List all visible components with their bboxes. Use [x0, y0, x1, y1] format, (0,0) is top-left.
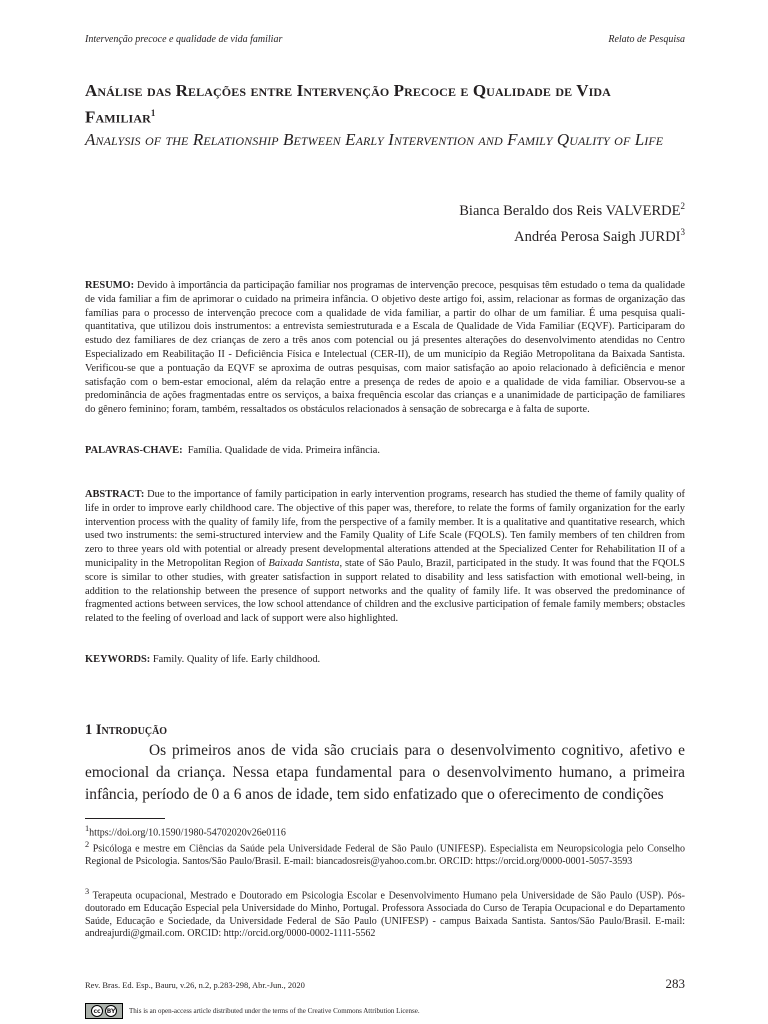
- keywords-text: Family. Quality of life. Early childhood.: [152, 654, 321, 665]
- cc-by-badge-icon[interactable]: [85, 1003, 123, 1019]
- abstract-text-continued: , state of São Paulo, Brazil, participated in the study. It was found that the FQOLS score is similar to other studies, with greater satisfaction in support related to disability and less satisfaction with emotional well-being, in addition to the relationship between the presence of support networks and the quality of family life. It was observed the predominance of fragmented actions between services, the low school attendance of children and the exclusive participation of female family members; obstacles related to the feeling of overload and lack of support were also highlighted.: [85, 557, 685, 625]
- author-name: Andréa Perosa Saigh JURDI: [514, 228, 681, 245]
- by-icon: BY: [105, 1005, 117, 1017]
- palavras-chave-text: Família. Qualidade de vida. Primeira infância.: [187, 445, 380, 456]
- author: [459, 196, 685, 222]
- footnote-mark: 1: [85, 824, 90, 833]
- running-header: [85, 34, 685, 45]
- footnote-text: Terapeuta ocupacional, Mestrado e Doutorado em Psicologia Escolar e Desenvolvimento Humano pela Universidade de São Paulo (USP). Pós-doutorado em Educação Especial pela Universidade do Minho, Portugal. Professora Associada do Curso de Terapia Ocupacional e do Departamento Saúde, Educação e Sociedade, da Universidade Federal de São Paulo (UNIFESP) - campus Baixada Santista. Santos/São Paulo/Brasil. E-mail: andreajurdi@gmail.com. ORCID: http://orcid.org/0000-0002-1111-5562: [85, 890, 685, 940]
- title-english: Analysis of the Relationship Between Early Intervention and Family Quality of Life: [85, 130, 664, 149]
- title-portuguese: [85, 80, 685, 129]
- abstract-text: Due to the importance of family participation in early intervention programs, research has studied the theme of family quality of life in order to improve early childhood care. The objective of this paper was, therefore, to relate the forms of family organization for the early intervention process with the quality of family life, from the perspective of a family member. It is a qualitative and quantitative research, which used two instruments: the semi-structured interview and the Family Quality of Life Scale (FQOLS). Ten family members of ten children from zero to three years old with potential or already present developmental alterations attended at the Specialized Center for Rehabilitation II of a municipality in the Metropolitan Region of: [85, 489, 685, 569]
- author: [459, 222, 685, 248]
- footnote-text: Psicóloga e mestre em Ciências da Saúde pela Universidade Federal de São Paulo (UNIFESP). Especialista em Neuropsicologia pelo Conselho Regional de Psicologia. Santos/São Paulo/Brasil. E-mail: biancadosreis@yahoo.com.br. ORCID: https://orcid.org/0000-0001-5057-3593: [85, 843, 685, 867]
- keywords-label: KEYWORDS:: [85, 654, 151, 665]
- intro-paragraph: Os primeiros anos de vida são cruciais para o desenvolvimento cognitivo, afetivo e emocional da criança. Nessa etapa fundamental para o desenvolvimento humano, a primeira infância, período de 0 a 6 anos de idade, tem sido enfatizado que o oferecimento de condições: [85, 742, 685, 803]
- header-left: Intervenção precoce e qualidade de vida familiar: [85, 34, 283, 45]
- article-page: [85, 0, 685, 1024]
- page-number: 283: [665, 976, 685, 991]
- cc-icon: cc: [91, 1005, 103, 1017]
- author-name: Bianca Beraldo dos Reis VALVERDE: [459, 202, 681, 219]
- resumo-label: RESUMO:: [85, 280, 135, 291]
- header-right: Relato de Pesquisa: [608, 34, 685, 45]
- footnote-divider: [85, 818, 165, 819]
- authors: [459, 196, 685, 248]
- footnote: [85, 886, 685, 941]
- page-footer: [85, 976, 685, 992]
- footnote-mark: 2: [85, 840, 90, 849]
- title-portuguese-text: Análise das Relações entre Intervenção Precoce e Qualidade de Vida Familiar: [85, 81, 611, 127]
- footnote: [85, 823, 685, 840]
- section-heading: 1 Introdução: [85, 722, 168, 738]
- abstract-italic-text: Baixada Santista: [268, 557, 340, 569]
- footnote: [85, 839, 685, 869]
- palavras-chave: [85, 444, 685, 458]
- author-footnote-mark[interactable]: 2: [680, 201, 685, 211]
- keywords: [85, 653, 685, 667]
- palavras-chave-label: PALAVRAS-CHAVE:: [85, 445, 183, 456]
- footnote-doi-link[interactable]: https://doi.org/10.1590/1980-54702020v26e0116: [89, 827, 286, 839]
- license-text: This is an open-access article distributed under the terms of the Creative Commons Attribution License.: [129, 1007, 420, 1015]
- resumo-text: Devido à importância da participação familiar nos programas de intervenção precoce, pesquisas têm estudado o tema da qualidade de vida familiar a fim de aprimorar o cuidado na primeira infância. O objetivo deste artigo foi, assim, relacionar as formas de organização das famílias para o processo de intervenção precoce com a qualidade de vida familiar, a partir do olhar de um familiar. É uma pesquisa quali-quantitativa, que utilizou dois instrumentos: a entrevista semiestruturada e a Escala de Qualidade de Vida Familiar (EQVF). Participaram do estudo dez familiares de dez crianças de zero a três anos com potencial ou já presentes alterações do desenvolvimento atendidas no Centro Especializado em Reabilitação II - Deficiência Física e Intelectual (CER-II), de um município da Região Metropolitana da Baixada Santista. Verificou-se que a pontuação da EQVF se aproxima de outras pesquisas, com maior satisfação ao apoio relacionado à deficiência e menor satisfação com o bem-estar emocional, além da relação entre a presença de redes de apoio e a qualidade de vida familiar. Observou-se a predominância de ações fragmentadas entre os serviços, a baixa frequência escolar das crianças e a unanimidade de participação de familiares do gênero feminino; foram, também, ressaltados os obstáculos relacionados à sensação de sobrecarga e à falta de suporte.: [85, 280, 685, 416]
- abstract-paragraph: [85, 488, 685, 626]
- abstract-label: ABSTRACT:: [85, 489, 145, 500]
- resumo-paragraph: [85, 279, 685, 417]
- license-notice: [85, 1003, 420, 1019]
- title-footnote-mark[interactable]: 1: [150, 108, 156, 118]
- author-footnote-mark[interactable]: 3: [680, 226, 685, 237]
- journal-citation: Rev. Bras. Ed. Esp., Bauru, v.26, n.2, p.283-298, Abr.-Jun., 2020: [85, 980, 305, 990]
- footnote-mark: 3: [85, 887, 90, 896]
